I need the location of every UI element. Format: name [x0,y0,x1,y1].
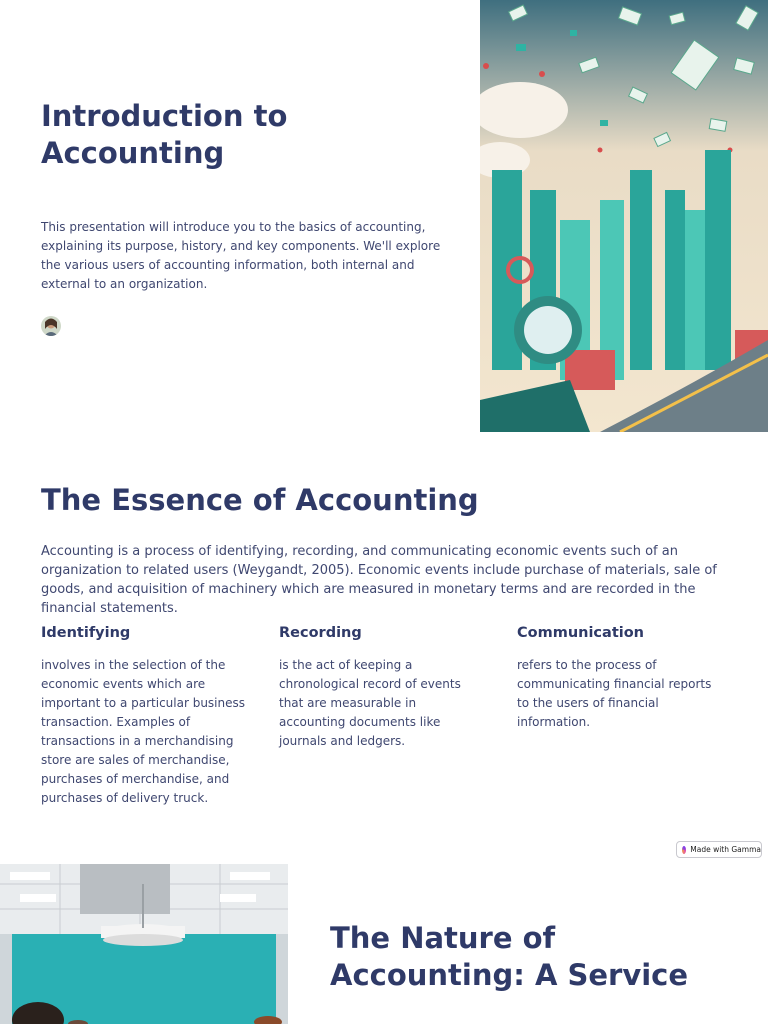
author-avatar [41,316,61,336]
column-text: refers to the process of communicating financial reports to the users of financial information. [517,658,712,729]
made-with-gamma-badge[interactable] [676,841,762,858]
column-text: is the act of keeping a chronological record of events that are measurable in accounting documents like journals and ledgers. [279,658,461,748]
slide-title: The Essence of Accounting [41,483,479,517]
office-meeting-photo [0,864,288,1024]
column-text: involves in the selection of the economic events which are important to a particular business transaction. Examples of transactions in a merchandising store are sales of merchandise, purchases of merchandise, and purchases of delivery truck. [41,658,246,805]
slide-title: Introduction to Accounting [41,99,288,170]
column-title: Identifying [41,625,131,641]
column-title: Communication [517,625,645,641]
slide-intro-text: Accounting is a process of identifying, recording, and communicating economic events such of an organization to related users (Weygandt, 2005). Economic events include purchase of materials, sale of goods, and acquisition of machinery which are measured in monetary terms and are recorded in the financial statements. [41,544,717,616]
column-identifying [41,624,246,808]
column-communication [517,624,722,732]
badge-label: Made with Gamma [690,845,761,854]
slide-title: The Nature of Accounting: A Service [330,921,689,992]
gamma-logo-icon [682,846,686,854]
slide-essence-of-accounting [0,460,768,860]
slide-introduction [0,0,768,432]
slide-nature-of-accounting [0,864,768,1024]
column-title: Recording [279,625,362,641]
column-recording [279,624,484,751]
slide-intro-text: This presentation will introduce you to the basics of accounting, explaining its purpose, history, and key components. We'll explore the various users of accounting information, both internal and external to an organization. [41,220,441,291]
city-money-illustration [480,0,768,432]
